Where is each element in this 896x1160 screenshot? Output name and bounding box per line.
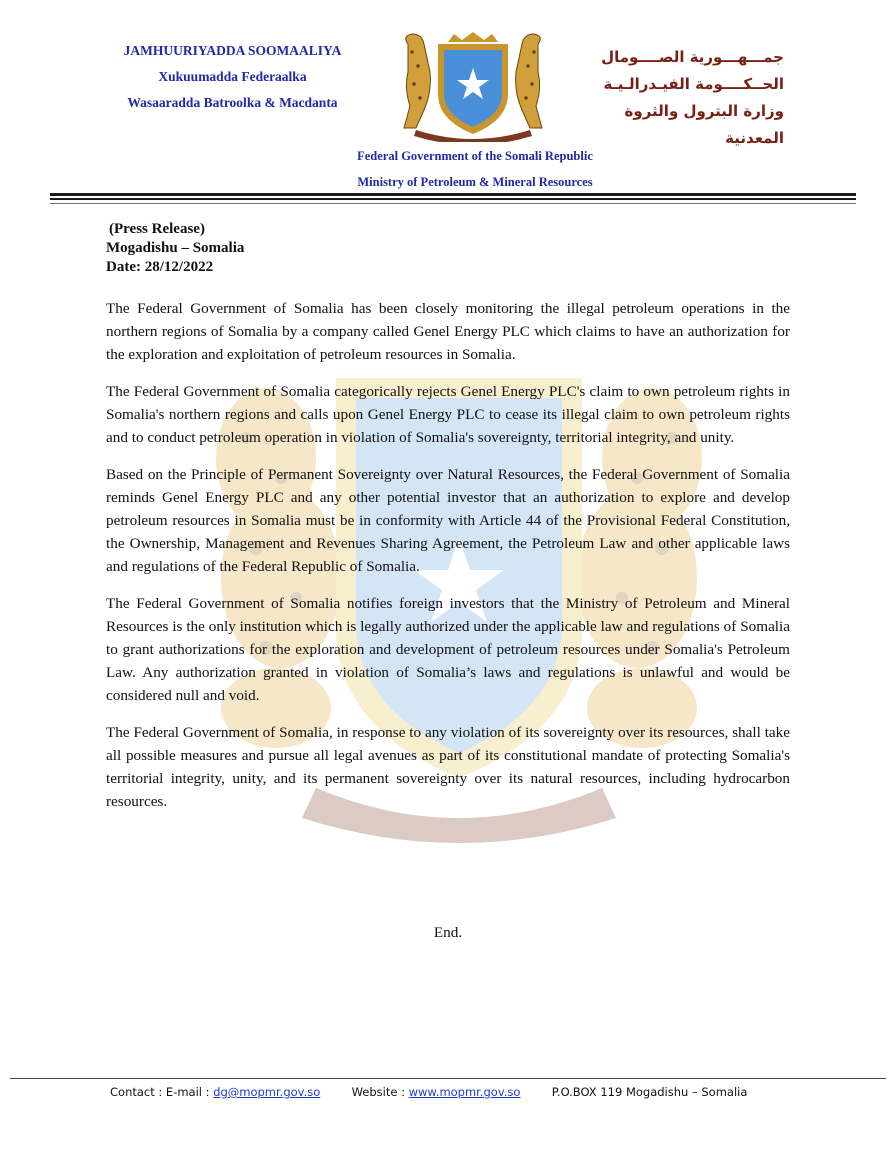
end-marker: End. [433,924,463,941]
release-location: Mogadishu – Somalia [106,240,245,256]
website-label: Website : [351,1085,405,1099]
body-paragraph: The Federal Government of Somalia notifies foreign investors that the Ministry of Petroleum and Mineral Resources is the only institution which is legally authorized under the applicable law and regulations of Somalia to grant authorizations for the exploration and development of petroleum resources under Somalia's Petroleum Law. Any authorization granted in violation of Somalia’s laws and regulations is unlawful and would be considered null and void. [106,595,790,704]
header-divider [50,193,856,196]
header-somali-line-2: Xukuumadda Federaalka [158,69,307,84]
website-link[interactable]: www.mopmr.gov.so [408,1085,521,1099]
po-box: P.O.BOX 119 Mogadishu – Somalia [551,1085,748,1099]
contact-label: Contact : E-mail : [110,1085,210,1099]
body-paragraph: The Federal Government of Somalia categorically rejects Genel Energy PLC's claim to own petroleum rights in Somalia's northern regions and calls upon Genel Energy PLC to cease its illegal claim to own petroleum rights and to conduct petroleum operation in violation of Somalia's sovereignty, territorial integrity, and unity. [106,383,790,446]
header-arabic-line-2: الحــكــــومة الفيـدرالـيـة [603,75,784,93]
header-divider [50,203,856,204]
header-arabic-line-1: جمـــهـــورية الصــــومال [601,48,784,66]
footer-contact [110,1085,870,1099]
header-somali-line-1: JAMHUURIYADDA SOOMAALIYA [123,43,342,58]
release-type: (Press Release) [109,221,205,237]
header-somali-line-3: Wasaaradda Batroolka & Macdanta [127,95,338,110]
header-arabic-line-3: وزارة البترول والثروة المعدنية [624,102,784,147]
release-date: Date: 28/12/2022 [106,259,214,275]
body-paragraph: Based on the Principle of Permanent Sovereignty over Natural Resources, the Federal Government of Somalia reminds Genel Energy PLC and any other potential investor that an authorization to explore and develop petroleum resources in Somalia must be in conformity with Article 44 of the Provisional Federal Constitution, the Ownership, Management and Revenues Sharing Agreement, the Petroleum Law and other applicable laws and regulations of the Federal Republic of Somalia. [106,466,790,575]
header-english-line-2: Ministry of Petroleum & Mineral Resources [357,175,593,189]
header-english-block [300,143,650,195]
body-paragraph: The Federal Government of Somalia, in response to any violation of its sovereignty over its resources, shall take all possible measures and pursue all legal avenues as part of its constitutional mandate of protecting Somalia's territorial integrity, unity, and its permanent sovereignty over its natural resources, including hydrocarbon resources. [106,724,790,810]
footer-divider [10,1078,886,1079]
header-arabic-block [584,44,784,152]
header-somali-block [60,38,405,116]
header-divider [50,198,856,200]
body-paragraph: The Federal Government of Somalia has been closely monitoring the illegal petroleum operations in the northern regions of Somalia by a company called Genel Energy PLC which claims to have an authorization for the exploration and exploitation of petroleum resources in Somalia. [106,300,790,363]
coat-of-arms-logo [396,32,550,142]
header-english-line-1: Federal Government of the Somali Republic [357,149,593,163]
email-link[interactable]: dg@mopmr.gov.so [213,1085,321,1099]
press-release-body [106,297,790,827]
press-release-meta [106,220,506,277]
